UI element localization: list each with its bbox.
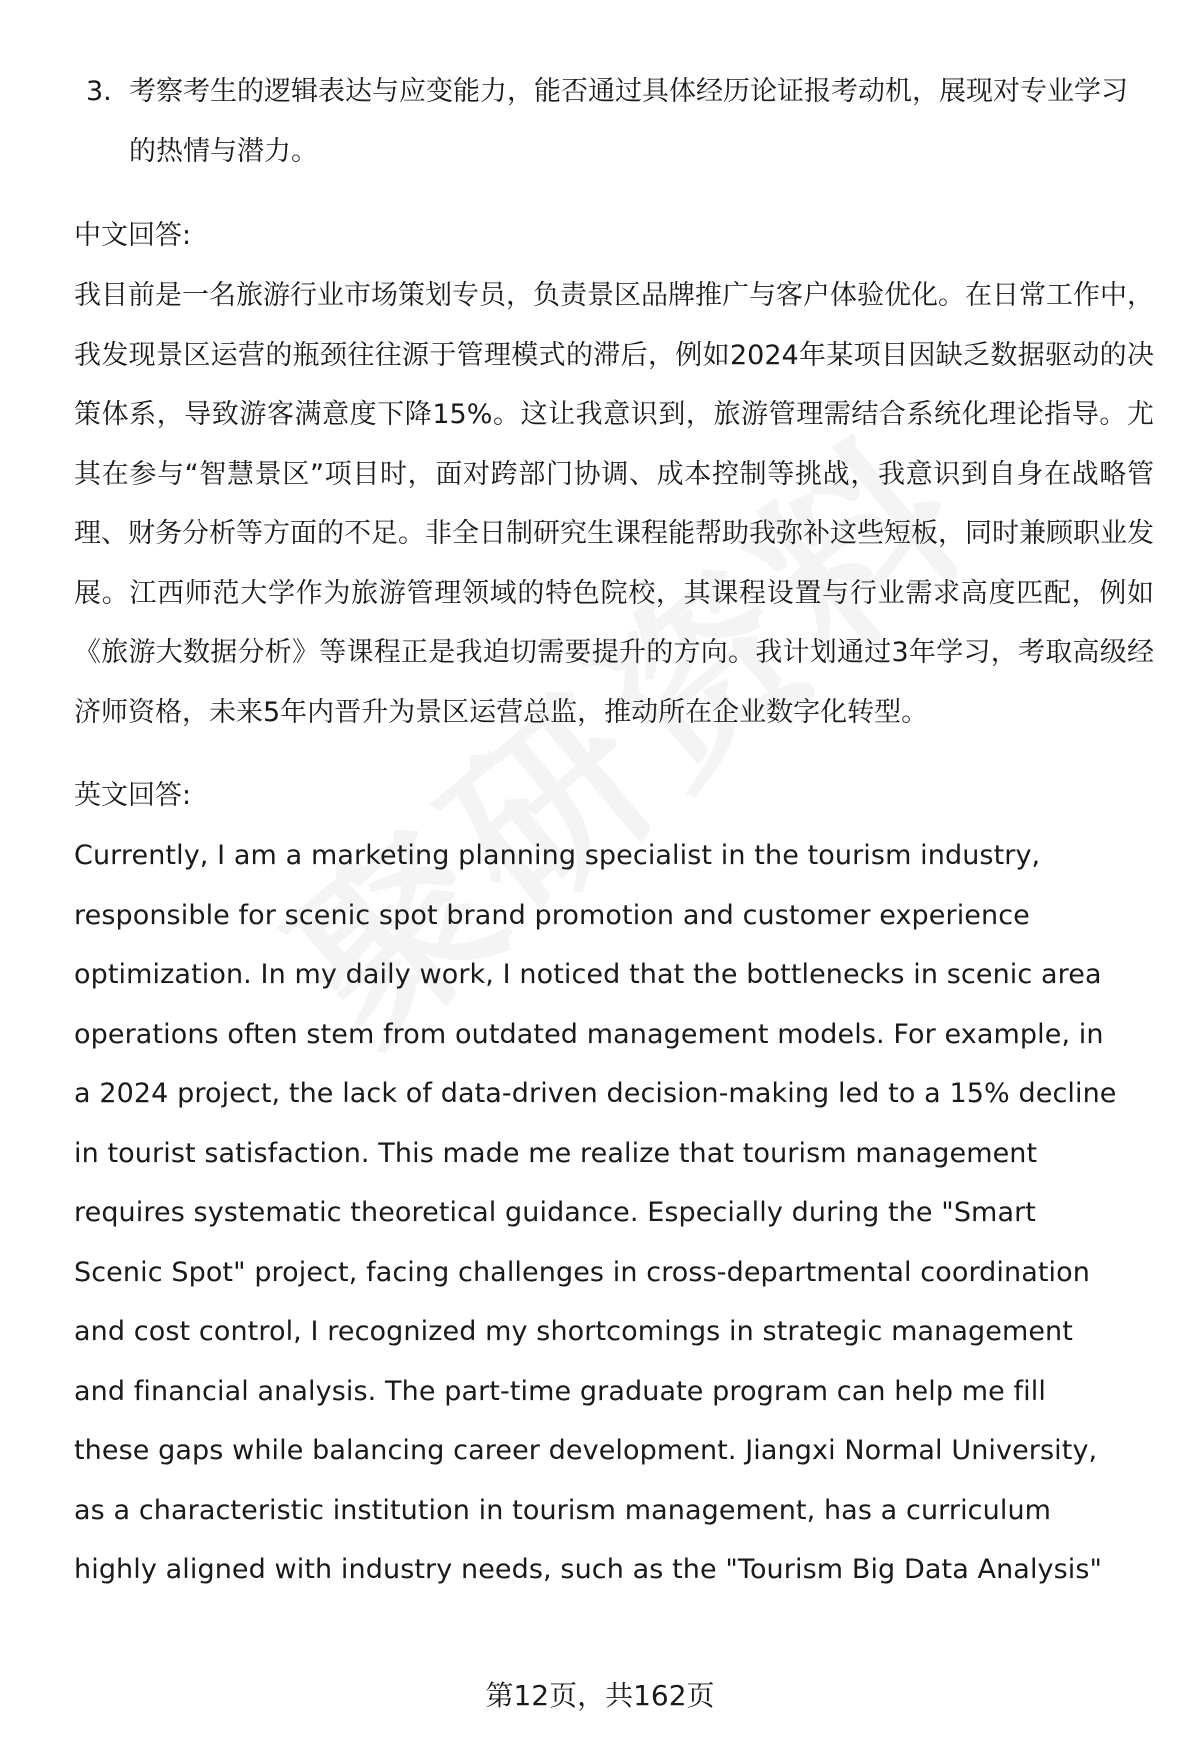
english-answer-line: operations often stem from outdated management models. For example, in bbox=[74, 1018, 1104, 1050]
english-answer-line: these gaps while balancing career development. Jiangxi Normal University, bbox=[74, 1435, 1098, 1466]
english-answer-line: highly aligned with industry needs, such as the "Tourism Big Data Analysis" bbox=[74, 1554, 1103, 1585]
page-number: 第12页，共162页 bbox=[485, 1679, 715, 1712]
english-answer-line: Scenic Spot" project, facing challenges in cross-departmental coordination bbox=[74, 1256, 1090, 1288]
english-answer-heading: 英文回答: bbox=[74, 780, 192, 811]
list-item-number: 3. bbox=[86, 76, 112, 107]
english-answer-line: responsible for scenic spot brand promotion and customer experience bbox=[74, 899, 1030, 931]
english-answer-line: as a characteristic institution in tourism management, has a curriculum bbox=[74, 1494, 1052, 1526]
english-answer-body bbox=[74, 826, 1154, 1600]
english-answer-line: requires systematic theoretical guidance. Especially during the "Smart bbox=[74, 1197, 1036, 1228]
english-answer-line: Currently, I am a marketing planning specialist in the tourism industry, bbox=[74, 840, 1041, 871]
page-content bbox=[74, 62, 1154, 1600]
english-answer-line: optimization. In my daily work, I noticed that the bottlenecks in scenic area bbox=[74, 959, 1102, 990]
list-item-text: 考察考生的逻辑表达与应变能力，能否通过具体经历论证报考动机，展现对专业学习的热情与潜力。 bbox=[129, 76, 1128, 167]
english-answer-line: a 2024 project, the lack of data-driven decision-making led to a 15% decline bbox=[74, 1078, 1117, 1109]
english-answer-line: in tourist satisfaction. This made me realize that tourism management bbox=[74, 1137, 1038, 1169]
list-item-3 bbox=[74, 62, 1154, 182]
english-answer-line: and cost control, I recognized my shortcomings in strategic management bbox=[74, 1316, 1073, 1347]
chinese-answer-body: 我目前是一名旅游行业市场策划专员，负责景区品牌推广与客户体验优化。在日常工作中，我发现景区运营的瓶颈往往源于管理模式的滞后，例如2024年某项目因缺乏数据驱动的决策体系，导致游客满意度下降15%。这让我意识到，旅游管理需结合系统化理论指导。尤其在参与“智慧景区”项目时，面对跨部门协调、成本控制等挑战，我意识到自身在战略管理、财务分析等方面的不足。非全日制研究生课程能帮助我弥补这些短板，同时兼顾职业发展。江西师范大学作为旅游管理领域的特色院校，其课程设置与行业需求高度匹配，例如《旅游大数据分析》等课程正是我迫切需要提升的方向。我计划通过3年学习，考取高级经济师资格，未来5年内晋升为景区运营总监，推动所在企业数字化转型。 bbox=[74, 280, 1154, 728]
chinese-answer-heading: 中文回答: bbox=[74, 220, 192, 251]
english-answer-line: and financial analysis. The part-time graduate program can help me fill bbox=[74, 1375, 1046, 1407]
